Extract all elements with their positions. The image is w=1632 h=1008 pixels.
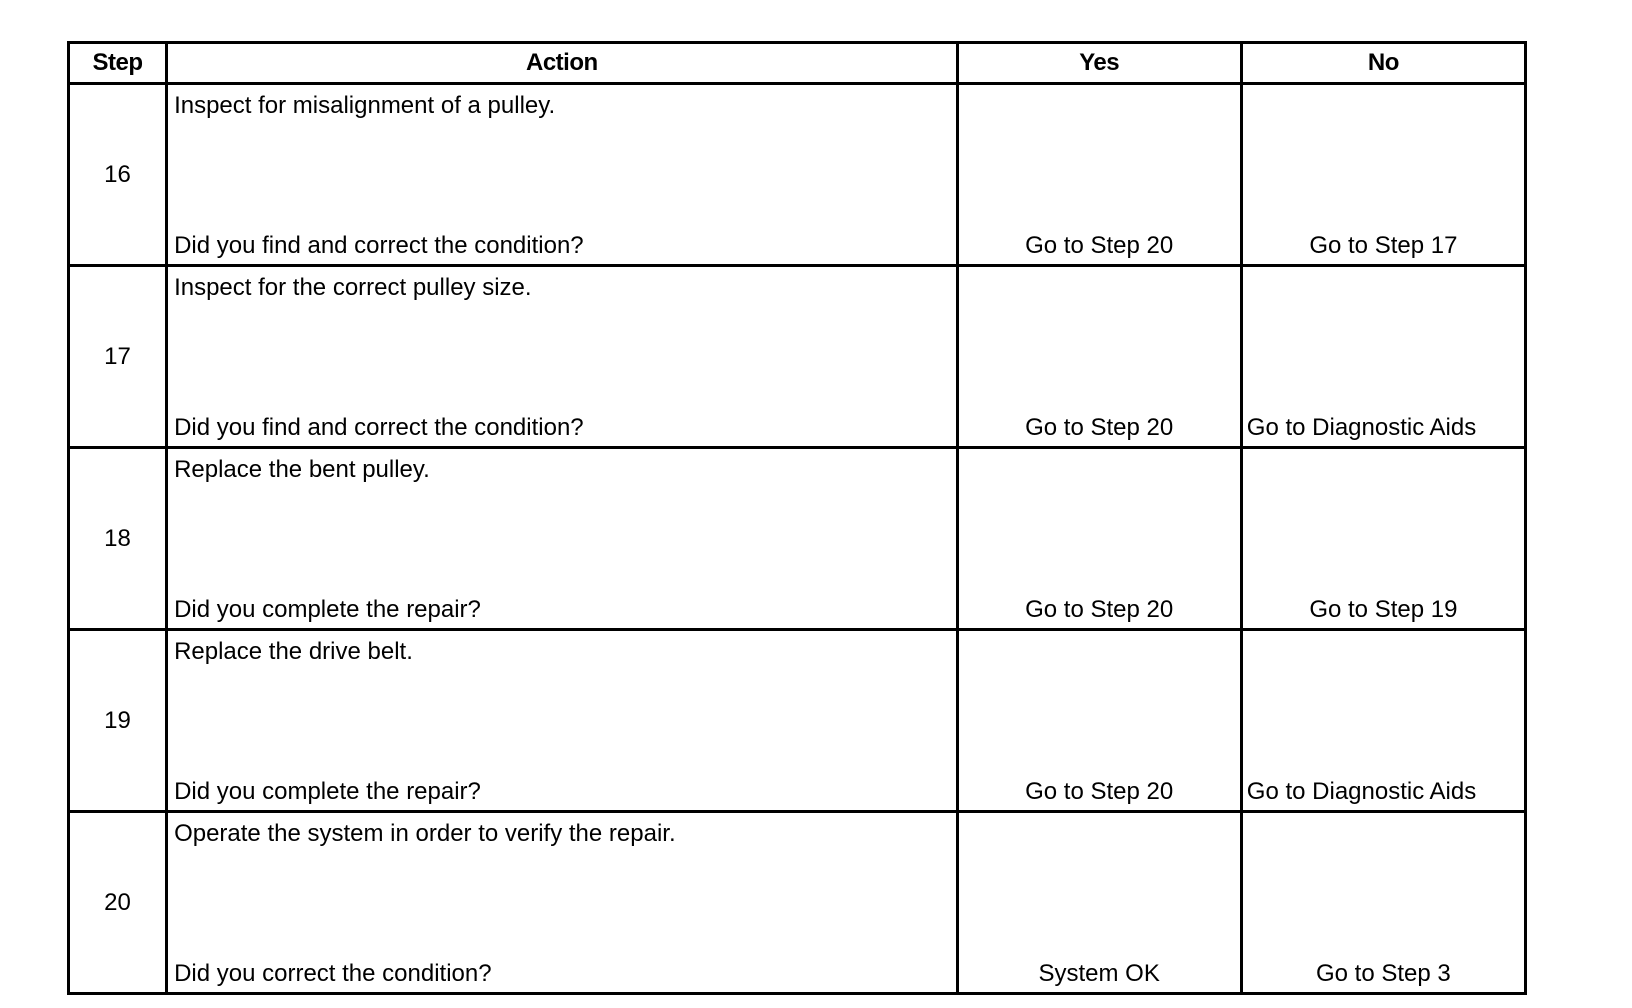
step-number: 17 xyxy=(69,266,167,448)
no-result: Go to Diagnostic Aids xyxy=(1241,630,1525,812)
no-result: Go to Step 17 xyxy=(1241,84,1525,266)
diagnostic-table xyxy=(67,41,1527,995)
yes-result: Go to Step 20 xyxy=(957,630,1241,812)
step-number: 16 xyxy=(69,84,167,266)
header-step: Step xyxy=(69,43,167,84)
header-yes: Yes xyxy=(957,43,1241,84)
header-action: Action xyxy=(167,43,958,84)
table-row xyxy=(69,84,1526,266)
table-header-row xyxy=(69,43,1526,84)
action-question: Did you complete the repair? xyxy=(174,778,481,805)
yes-result: Go to Step 20 xyxy=(957,84,1241,266)
table-row xyxy=(69,448,1526,630)
yes-result: System OK xyxy=(957,812,1241,994)
action-question: Did you find and correct the condition? xyxy=(174,232,584,259)
action-question: Did you find and correct the condition? xyxy=(174,414,584,441)
action-cell xyxy=(167,812,958,994)
action-cell xyxy=(167,266,958,448)
table-row xyxy=(69,630,1526,812)
no-result: Go to Step 19 xyxy=(1241,448,1525,630)
header-no: No xyxy=(1241,43,1525,84)
table-row xyxy=(69,812,1526,994)
yes-result: Go to Step 20 xyxy=(957,448,1241,630)
action-question: Did you correct the condition? xyxy=(174,960,492,987)
yes-result: Go to Step 20 xyxy=(957,266,1241,448)
no-result: Go to Step 3 xyxy=(1241,812,1525,994)
action-instruction: Operate the system in order to verify the repair. xyxy=(174,820,676,847)
action-instruction: Inspect for misalignment of a pulley. xyxy=(174,92,556,119)
step-number: 19 xyxy=(69,630,167,812)
action-question: Did you complete the repair? xyxy=(174,596,481,623)
action-instruction: Inspect for the correct pulley size. xyxy=(174,274,532,301)
table-row xyxy=(69,266,1526,448)
action-cell xyxy=(167,448,958,630)
step-number: 20 xyxy=(69,812,167,994)
action-cell xyxy=(167,84,958,266)
action-cell xyxy=(167,630,958,812)
action-instruction: Replace the bent pulley. xyxy=(174,456,430,483)
step-number: 18 xyxy=(69,448,167,630)
no-result: Go to Diagnostic Aids xyxy=(1241,266,1525,448)
action-instruction: Replace the drive belt. xyxy=(174,638,413,665)
